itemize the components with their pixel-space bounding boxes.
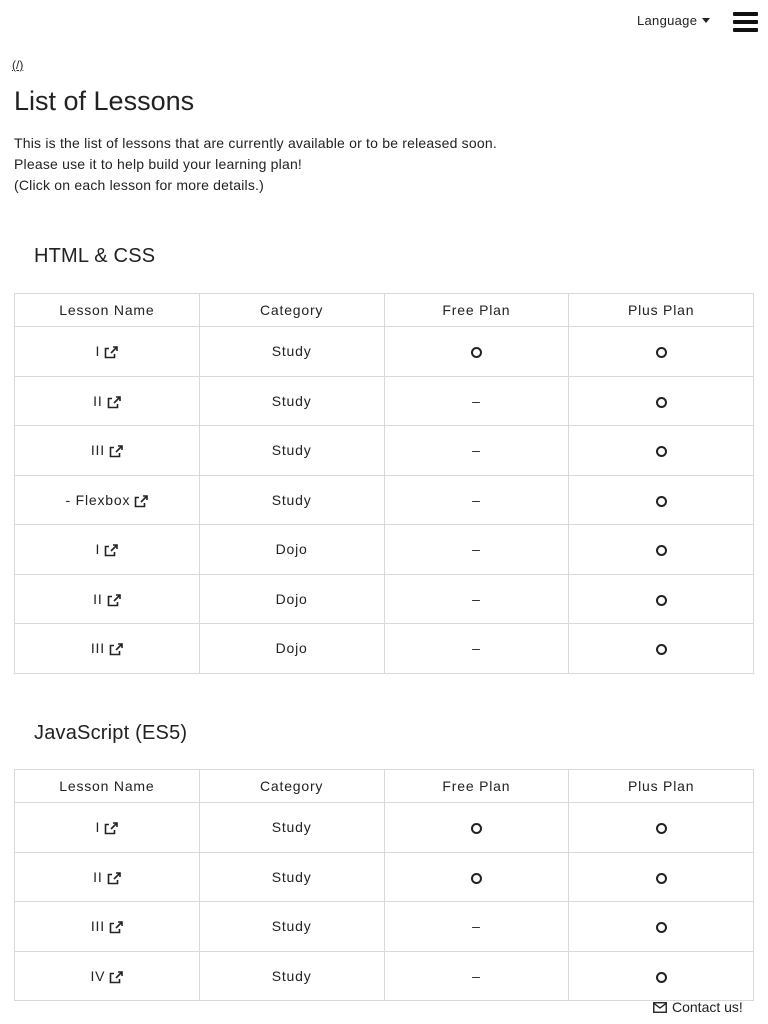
- table-row[interactable]: [15, 525, 754, 575]
- hamburger-menu-icon[interactable]: [733, 12, 758, 32]
- lesson-link[interactable]: [90, 968, 123, 984]
- circle-icon: [471, 873, 482, 884]
- column-header: Free Plan: [384, 294, 569, 327]
- external-link-icon: [134, 492, 148, 508]
- external-link-icon: [107, 393, 121, 409]
- dash-mark: –: [472, 442, 481, 459]
- contact-button[interactable]: [653, 999, 743, 1015]
- category-cell: Study: [199, 902, 384, 952]
- table-row[interactable]: [15, 574, 754, 624]
- lesson-name-cell[interactable]: [15, 951, 200, 1001]
- lesson-link[interactable]: [96, 343, 119, 359]
- external-link-icon: [104, 819, 118, 835]
- column-header: Category: [199, 294, 384, 327]
- plus-plan-cell: [569, 852, 754, 902]
- lesson-link[interactable]: [91, 640, 123, 656]
- category-cell: Study: [199, 475, 384, 525]
- lesson-name: II: [93, 590, 103, 607]
- dash-mark: –: [472, 918, 481, 935]
- free-plan-cell: [384, 852, 569, 902]
- language-dropdown[interactable]: [637, 13, 710, 28]
- plus-plan-cell: [569, 803, 754, 853]
- contact-label: Contact us!: [672, 999, 743, 1015]
- lesson-name-cell[interactable]: [15, 852, 200, 902]
- table-row[interactable]: [15, 902, 754, 952]
- lesson-name-cell[interactable]: [15, 426, 200, 476]
- lessons-table: [14, 769, 754, 1001]
- lesson-link[interactable]: [91, 442, 123, 458]
- category-cell: Study: [199, 327, 384, 377]
- lesson-name: I: [95, 541, 101, 558]
- circle-icon: [656, 644, 667, 655]
- free-plan-cell: [384, 574, 569, 624]
- external-link-icon: [107, 591, 121, 607]
- section-title: HTML & CSS: [34, 245, 156, 267]
- lesson-name-cell[interactable]: [15, 574, 200, 624]
- intro-line: Please use it to help build your learning plan!: [14, 156, 303, 172]
- circle-icon: [656, 496, 667, 507]
- lesson-name-cell[interactable]: [15, 624, 200, 674]
- dash-mark: –: [472, 491, 481, 508]
- table-row[interactable]: [15, 624, 754, 674]
- lesson-name: III: [90, 442, 105, 459]
- table-row[interactable]: [15, 803, 754, 853]
- lesson-link[interactable]: [65, 492, 148, 508]
- circle-icon: [656, 347, 667, 358]
- dash-mark: –: [472, 392, 481, 409]
- category-cell: Study: [199, 376, 384, 426]
- category-cell: Study: [199, 426, 384, 476]
- external-link-icon: [104, 541, 118, 557]
- lesson-name-cell[interactable]: [15, 902, 200, 952]
- lesson-link[interactable]: [93, 393, 120, 409]
- circle-icon: [656, 545, 667, 556]
- lesson-name-cell[interactable]: [15, 376, 200, 426]
- plus-plan-cell: [569, 376, 754, 426]
- home-link[interactable]: (/): [12, 58, 24, 72]
- caret-down-icon: [702, 18, 710, 23]
- language-label: Language: [637, 13, 698, 28]
- column-header: Lesson Name: [15, 294, 200, 327]
- circle-icon: [656, 446, 667, 457]
- column-header: Plus Plan: [569, 770, 754, 803]
- intro-line: This is the list of lessons that are currently available or to be released soon.: [14, 135, 497, 151]
- lesson-name: I: [95, 819, 101, 836]
- lesson-link[interactable]: [93, 869, 120, 885]
- category-cell: Dojo: [199, 624, 384, 674]
- category-cell: Dojo: [199, 574, 384, 624]
- dash-mark: –: [472, 640, 481, 657]
- table-row[interactable]: [15, 376, 754, 426]
- plus-plan-cell: [569, 624, 754, 674]
- intro-text: [14, 133, 497, 196]
- circle-icon: [471, 347, 482, 358]
- lessons-table: [14, 293, 754, 674]
- table-row[interactable]: [15, 475, 754, 525]
- free-plan-cell: [384, 376, 569, 426]
- circle-icon: [656, 595, 667, 606]
- free-plan-cell: [384, 327, 569, 377]
- lesson-name: III: [90, 640, 105, 657]
- external-link-icon: [104, 343, 118, 359]
- lesson-name: - Flexbox: [65, 491, 131, 508]
- column-header: Free Plan: [384, 770, 569, 803]
- category-cell: Study: [199, 852, 384, 902]
- category-cell: Study: [199, 803, 384, 853]
- lesson-name-cell[interactable]: [15, 475, 200, 525]
- external-link-icon: [109, 442, 123, 458]
- page-title: List of Lessons: [14, 86, 195, 116]
- table-header-row: [15, 770, 754, 803]
- plus-plan-cell: [569, 525, 754, 575]
- external-link-icon: [107, 869, 121, 885]
- category-cell: Dojo: [199, 525, 384, 575]
- plus-plan-cell: [569, 426, 754, 476]
- plus-plan-cell: [569, 574, 754, 624]
- circle-icon: [656, 972, 667, 983]
- top-bar: [0, 0, 768, 44]
- lesson-link[interactable]: [96, 819, 119, 835]
- column-header: Lesson Name: [15, 770, 200, 803]
- free-plan-cell: [384, 475, 569, 525]
- section-title: JavaScript (ES5): [34, 722, 188, 744]
- lesson-name: III: [90, 918, 105, 935]
- circle-icon: [471, 823, 482, 834]
- external-link-icon: [109, 918, 123, 934]
- circle-icon: [656, 873, 667, 884]
- free-plan-cell: [384, 803, 569, 853]
- lesson-name-cell[interactable]: [15, 803, 200, 853]
- lesson-name: II: [93, 392, 103, 409]
- plus-plan-cell: [569, 951, 754, 1001]
- circle-icon: [656, 922, 667, 933]
- plus-plan-cell: [569, 475, 754, 525]
- dash-mark: –: [472, 541, 481, 558]
- external-link-icon: [109, 968, 123, 984]
- category-cell: Study: [199, 951, 384, 1001]
- column-header: Category: [199, 770, 384, 803]
- dash-mark: –: [472, 967, 481, 984]
- lesson-name: II: [93, 868, 103, 885]
- dash-mark: –: [472, 590, 481, 607]
- column-header: Plus Plan: [569, 294, 754, 327]
- plus-plan-cell: [569, 902, 754, 952]
- lesson-link[interactable]: [96, 541, 119, 557]
- table-row[interactable]: [15, 951, 754, 1001]
- lesson-name: IV: [90, 967, 106, 984]
- plus-plan-cell: [569, 327, 754, 377]
- lesson-link[interactable]: [91, 918, 123, 934]
- free-plan-cell: [384, 624, 569, 674]
- table-row[interactable]: [15, 426, 754, 476]
- lesson-name-cell[interactable]: [15, 327, 200, 377]
- circle-icon: [656, 397, 667, 408]
- intro-line: (Click on each lesson for more details.): [14, 177, 264, 193]
- lesson-name-cell[interactable]: [15, 525, 200, 575]
- table-row[interactable]: [15, 852, 754, 902]
- lesson-name: I: [95, 343, 101, 360]
- free-plan-cell: [384, 902, 569, 952]
- circle-icon: [656, 823, 667, 834]
- table-header-row: [15, 294, 754, 327]
- free-plan-cell: [384, 951, 569, 1001]
- external-link-icon: [109, 640, 123, 656]
- envelope-icon: [653, 1002, 667, 1013]
- free-plan-cell: [384, 525, 569, 575]
- table-row[interactable]: [15, 327, 754, 377]
- lesson-link[interactable]: [93, 591, 120, 607]
- free-plan-cell: [384, 426, 569, 476]
